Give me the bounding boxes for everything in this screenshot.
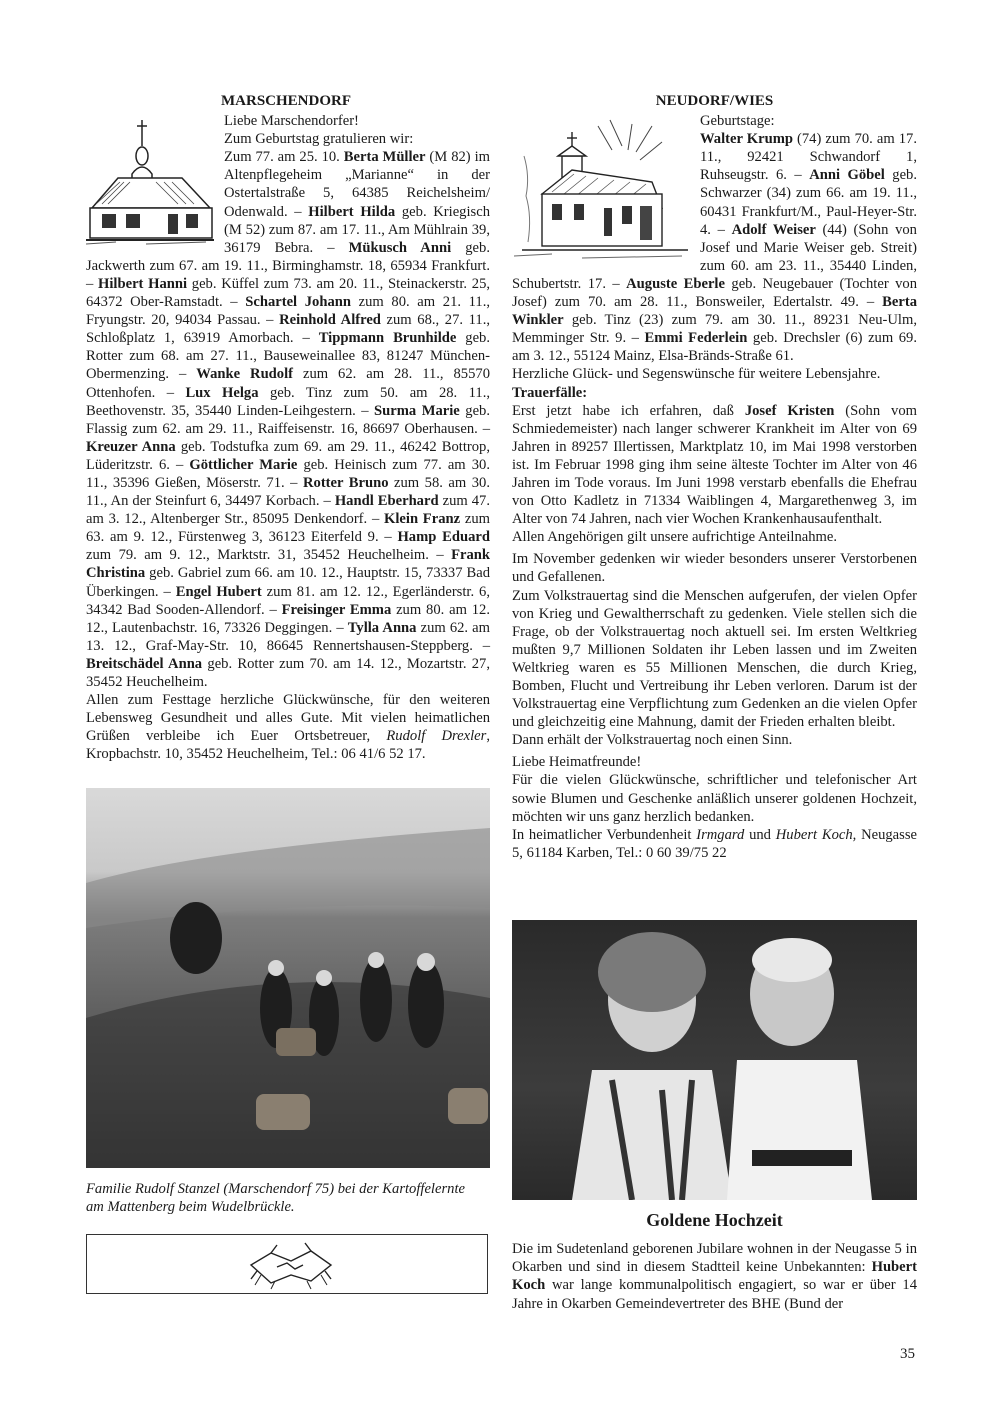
neudorf-birthdays: Walter Krump (74) zum 70. am 17. 11., 92421 Schwandorf 1, Ruhseugstr. 6. – Anni Göbel geb. Schwarzer (34) zum 66. am 19. 11., 60431 Frankfurt/M., Paul-Heyer-Str. 4. – Adolf Weiser (44) (Sohn von Josef und Marie Weiser geb. Streit) zum 60. am 23. 11., 35440 Linden, Schubertstr. 17. – Auguste Eberle geb. Neugebauer (Tochter von Josef) zum 70. am 28. 11., Bonsweiler, Edertalstr. 49. – Berta Winkler geb. Tinz (23) zum 79. am 30. 11., 89231 Neu-Ulm, Memminger Str. 9. – Emmi Federlein geb. Drechsler (6) zum 69. am 3. 12., 55124 Mainz, Elsa-Bränds-Straße 61. bbox=[512, 131, 917, 365]
neudorf-column bbox=[512, 92, 917, 862]
golden-wedding-title: Goldene Hochzeit bbox=[646, 1210, 783, 1230]
neudorf-wishes: Herzliche Glück- und Segenswünsche für weitere Lebensjahre. bbox=[512, 366, 881, 383]
marschendorf-column bbox=[86, 92, 490, 763]
handshake-icon bbox=[87, 1235, 487, 1293]
golden-wedding-couple-photo bbox=[512, 920, 917, 1200]
trauerfaelle-text: Erst jetzt habe ich erfahren, daß Josef Kristen (Sohn vom Schmiedemeister) nach langer schwerer Krankheit im Alter von 69 Jahren in 89257 Illertissen, Marktplatz 10, im Mai 1998 verstorben ist. Im Februar 1998 ging ihm seine älteste Tochter im Alter von 46 Jahren im Tode voraus. Im Juni 1998 verstarb ebenfalls die Ehefrau von Otto Kadletz in 71334 Waiblingen 4, Margarethenweg 3, im Alter von 74 Jahren, nach vier Wochen Krankenhausaufenthalt. bbox=[512, 402, 917, 528]
page-number: 35 bbox=[900, 1346, 915, 1362]
november-text: Im November gedenken wir wieder besonders unserer Verstorbenen und Gefallenen. bbox=[512, 551, 917, 586]
neudorf-intro: Geburtstage: bbox=[700, 113, 775, 130]
trauerfaelle-heading: Trauerfälle: bbox=[512, 384, 588, 401]
condolence-text: Allen Angehörigen gilt unsere aufrichtige Anteilnahme. bbox=[512, 529, 838, 546]
marschendorf-birthdays: Zum 77. am 25. 10. Berta Müller (M 82) im Altenpflegeheim „Marianne“ in der Ostertalstraße 5, 64385 Reichelsheim/ Odenwald. – Hilbert Hilda geb. Kriegisch (M 52) zum 87. am 17. 11., Am Mühlrain 39, 36179 Bebra. – Mükusch Anni geb. Jackwerth zum 67. am 19. 11., Birminghamstr. 18, 65934 Frankfurt. – Hilbert Hanni geb. Küffel zum 73. am 20. 11., Steinackerstr. 25, 64372 Ober-Ramstadt. – Schartel Johann zum 80. am 21. 11., Fryungstr. 20, 94034 Passau. – Reinhold Alfred zum 68., 27. 11., Schloßplatz 1, 63919 Amorbach. – Tippmann Brunhilde geb. Rotter zum 68. am 27. 11., Bauseweinallee 83, 81247 München-Obermenzing. – Wanke Rudolf zum 62. am 28. 11., 85570 Ottenhofen. – Lux Helga geb. Tinz zum 50. am 28. 11., Beethovenstr. 35, 35440 Linden-Leihgestern. – Surma Marie geb. Flassig zum 62. am 29. 11., Raiffeisenstr. 16, 86697 Oberhausen. – Kreuzer Anna geb. Todstufka zum 69. am 29. 11., 46242 Bottrop, Lüderitzstr. 6. – Göttlicher Marie geb. Heinisch zum 77. am 30. 11., 35396 Gießen, Möserstr. 71. – Rotter Bruno zum 58. am 30. 11., An der Steinfurt 6, 34497 Korbach. – Handl Eberhard zum 47. am 3. 12., Altenberger Str., 85095 Denkendorf. – Klein Franz zum 63. am 9. 12., Fürstenweg 3, 36123 Eiterfeld 9. – Hamp Eduard zum 79. am 9. 12., Marktstr. 31, 35452 Heuchelheim. – Frank Christina geb. Gabriel zum 66. am 10. 12., Hauptstr. 15, 73337 Bad Überkingen. – Engel Hubert zum 81. am 12. 12., Egerländerstr. 6, 34342 Bad Sooden-Allendorf. – Freisinger Emma zum 80. am 12. 12., Lautenbachstr. 16, 73326 Deggingen. – Tylla Anna zum 62. am 13. 12., Graf-May-Str. 10, 86645 Rennertshausen-Steppberg. – Breitschädel Anna geb. Rotter zum 70. am 14. 12., Mozartstr. 27, 35452 Heuchelheim. bbox=[86, 149, 491, 690]
potato-harvest-photo bbox=[86, 788, 490, 1168]
harvest-scene-illustration bbox=[86, 788, 490, 1168]
couple-illustration bbox=[512, 920, 917, 1200]
golden-wedding-text: Die im Sudetenland geborenen Jubilare wohnen in der Neugasse 5 in Okarben und sind in diesem Stadtteil keine Unbekannten: Hubert Koch war lange kommunalpolitisch engagiert, so war er über 14 Jahre in Okarben Gemeindevertreter des BHE (Bund der bbox=[512, 1241, 917, 1312]
volkstrauertag-sense: Dann erhält der Volkstrauertag noch einen Sinn. bbox=[512, 732, 793, 749]
photo-caption: Familie Rudolf Stanzel (Marschendorf 75) bei der Kartoffelernte am Mattenberg beim Wudelbrückle. bbox=[86, 1181, 465, 1215]
handshake-logo-box bbox=[86, 1234, 488, 1294]
chapel-drawing-icon bbox=[512, 116, 690, 266]
marschendorf-closing: Allen zum Festtage herzliche Glückwünsche, für den weiteren Lebensweg Gesundheit und alles Gute. Mit vielen heimatlichen Grüßen verbleibe ich Euer Ortsbetreuer, Rudolf Drexler, Kropbachstr. 10, 35452 Heuchelheim, Tel.: 06 41/6 52 17. bbox=[86, 692, 490, 763]
marschendorf-heading: MARSCHENDORF bbox=[221, 93, 351, 109]
volkstrauertag-text: Zum Volkstrauertag sind die Menschen aufgerufen, der vielen Opfer von Krieg und Gewaltherrschaft zu gedenken. Viele stellen sich die Frage, ob der Volkstrauertag noch aktuell sei. Im ersten Weltkrieg mußten 9,7 Millionen Soldaten ihr Leben lassen und im Zweiten Weltkrieg waren es 55 Millionen Menschen, die durch Krieg, Bomben, Flucht und Vertreibung ihr Leben verloren. Darum ist der Volkstrauertag eine Verpflichtung zum Gedenken an die vielen Opfer und gleichzeitig eine Mahnung, damit der Frieden erhalten bleibt. bbox=[512, 587, 917, 731]
dear-friends: Liebe Heimatfreunde! bbox=[512, 754, 642, 771]
neudorf-heading: NEUDORF/WIES bbox=[655, 93, 774, 109]
marschendorf-intro: Zum Geburtstag gratulieren wir: bbox=[224, 131, 414, 148]
marschendorf-greeting: Liebe Marschendorfer! bbox=[224, 113, 359, 130]
signature-text: In heimatlicher Verbundenheit Irmgard und Hubert Koch, Neugasse 5, 61184 Karben, Tel.: 0 60 39/75 22 bbox=[512, 826, 917, 861]
thanks-text: Für die vielen Glückwünsche, schriftlicher und telefonischer Art sowie Blumen und Geschenke anläßlich unserer goldenen Hochzeit, möchten wir uns ganz herzlich bedanken. bbox=[512, 772, 917, 825]
church-drawing-icon bbox=[86, 116, 214, 248]
